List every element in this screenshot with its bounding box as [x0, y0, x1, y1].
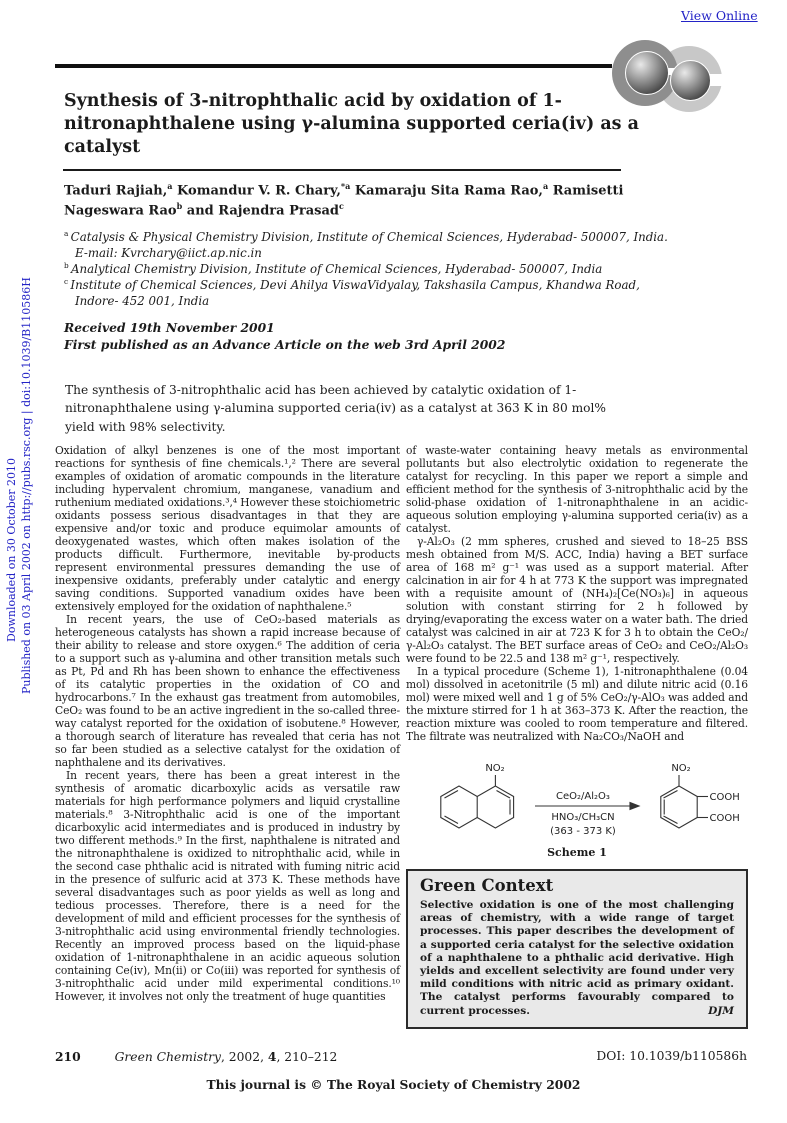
first-published-line: First published as an Advance Article on the web 3rd April 2002 — [64, 337, 506, 353]
reaction-scheme-drawing — [407, 749, 747, 844]
green-context-text: Selective oxidation is one of the most challenging areas of chemistry, with a wide range of target processes. This paper describes the development of a supported ceria catalyst for the selective oxidation of a naphthalene to a phthalic acid derivative. High yields and excellent selectivity are found under very mild conditions with nitric acid as primary oxidant. The catalyst performs favourably compared to current processes. — [420, 899, 734, 1017]
scheme-1-figure — [406, 749, 748, 859]
green-context-box — [406, 869, 748, 1029]
solvent-label: HNO₃/CH₃CN — [551, 812, 615, 823]
doi-text: DOI: 10.1039/b110586h — [596, 1049, 747, 1063]
paragraph: In recent years, the use of CeO₂-based materials as heterogeneous catalysts has shown a rapid increase because of their ability to release and store oxygen.⁶ The addition of ceria to a support such as γ-alumina and other transition metals such as Pt, Pd and Rh has been shown to enhance the effectiveness of its catalytic properties in the oxidation of CO and hydrocarbons.⁷ In the exhaust gas treatment from automobiles, CeO₂ was found to be an active ingredient in the so-called three-way catalyst reported for the oxidation of isobutene.⁸ However, a thorough search of literature has revealed that ceria has not so far been studied as a selective catalyst for the oxidation of naphthalene and its derivatives. — [55, 613, 400, 769]
green-context-title: Green Context — [420, 876, 554, 895]
no2-label: NO₂ — [485, 763, 505, 774]
affiliations — [64, 229, 674, 309]
no2-label: NO₂ — [671, 763, 691, 774]
body-column-left — [55, 444, 400, 1003]
sidebar-downloaded-text: Downloaded on 30 October 2010 — [5, 458, 18, 642]
page-number: 210 — [55, 1049, 81, 1064]
author-list: Taduri Rajiah,$^a$ Komandur V. R. Chary,$^{*a}$ Kamaraju Sita Rama Rao,$^a$ Ramisetti Nageswara Rao$^b$ and Rajendra Prasad$^c$ — [64, 181, 624, 218]
copyright-line: This journal is © The Royal Society of Chemistry 2002 — [206, 1077, 581, 1092]
paragraph: of waste-water containing heavy metals as environmental pollutants but also electrolytic oxidation to regenerate the catalyst for recycling. In this paper we report a simple and efficient method for the synthesis of 3-nitrophthalic acid by the solid-phase oxidation of 1-nitronaphthalene in an acidic-aqueous solution employing γ-alumina supported ceria(iv) as a catalyst. — [406, 444, 748, 535]
naphthalene-structure — [441, 763, 514, 828]
body-column-right — [406, 444, 748, 1029]
reaction-arrow — [535, 791, 639, 837]
header-rule-thin — [63, 169, 621, 171]
abstract-text: The synthesis of 3-nitrophthalic acid has been achieved by catalytic oxidation of 1-nitronaphthalene using γ-alumina supported ceria(iv) as a catalyst at 363 K in 80 mol% yield with 98% selectivity. — [65, 383, 606, 434]
cooh-label: COOH — [709, 813, 740, 824]
view-online-link[interactable]: View Online — [681, 8, 758, 23]
received-dates — [64, 319, 505, 353]
paragraph: γ-Al₂O₃ (2 mm spheres, crushed and sieved to 18–25 BSS mesh obtained from M/S. ACC, India) having a BET surface area of 168 m² g⁻¹ was used as a support material. After calcination in air for 4 h at 773 K the support was impregnated with a requisite amount of (NH₄)₂[Ce(NO₃)₆] in aqueous solution with constant stirring for 2 h followed by drying/evaporating the excess water on a water bath. The dried catalyst was calcined in air at 723 K for 3 h to obtain the CeO₂/γ-Al₂O₃ catalyst. The BET surface areas of CeO₂ and CeO₂/Al₂O₃ were found to be 22.5 and 138 m² g⁻¹, respectively. — [406, 535, 748, 665]
temperature-label: (363 - 373 K) — [550, 826, 616, 837]
article-title: Synthesis of 3-nitrophthalic acid by oxidation of 1-nitronaphthalene using γ-alumina supported ceria(iv) as a catalyst — [64, 90, 639, 157]
affiliation-c: $^c$ Institute of Chemical Sciences, Devi Ahilya ViswaVidyalay, Takshasila Campus, Khandwa Road, Indore- 452 001, India — [64, 277, 640, 309]
sidebar-published-text: Published on 03 April 2002 on http://pubs.rsc.org | doi:10.1039/B110586H — [20, 277, 33, 694]
affiliation-b: $^b$ Analytical Chemistry Division, Institute of Chemical Sciences, Hyderabad- 500007, India — [64, 261, 603, 277]
globe-icon — [670, 60, 711, 101]
cooh-label: COOH — [709, 792, 740, 803]
green-context-body — [420, 899, 734, 1018]
catalyst-label: CeO₂/Al₂O₃ — [556, 791, 610, 802]
paragraph: In recent years, there has been a great interest in the synthesis of aromatic dicarboxylic acids as versatile raw materials for high performance polymers and liquid crystalline materials.⁸ 3-Nitrophthalic acid is one of the important dicarboxylic acid intermediates and is produced in industry by two different methods.⁹ In the first, naphthalene is nitrated and the nitronaphthalene is oxidized to nitrophthalic acid, while in the second case phthalic acid is nitrated with fuming nitric acid in the presence of sulfuric acid at 373 K. These methods have several disadvantages such as poor yields as well as long and tedious processes. Therefore, there is a need for the development of mild and efficient processes for the synthesis of 3-nitrophthalic acid using environmental friendly technologies. Recently an improved process based on the liquid-phase oxidation of 1-nitronaphthalene in an acidic aqueous solution containing Ce(iv), Mn(ii) or Co(iii) was reported for synthesis of 3-nitrophthalic acid under mild experimental conditions.¹⁰ However, it involves not only the treatment of huge quantities — [55, 769, 400, 1003]
nitrophthalic-acid-structure — [661, 763, 740, 828]
header-rule-thick — [55, 64, 612, 68]
globe-icon — [625, 51, 669, 95]
paragraph: Oxidation of alkyl benzenes is one of the most important reactions for synthesis of fine chemicals.¹,² There are several examples of oxidation of aromatic compounds in the literature including hypervalent chromium, manganese, vanadium and ruthenium mediated oxidations.³,⁴ However these stoichiometric oxidants possess serious disadvantages in that they are expensive and/or toxic and produce equimolar amounts of deoxygenated wastes, which often makes isolation of the products difficult. Furthermore, inevitable by-products represent environmental pressures demanding the use of inexpensive oxidants, preferably under catalytic and energy saving conditions. Supported vanadium oxides have been extensively employed for the oxidation of naphthalene.⁵ — [55, 444, 400, 613]
footer — [55, 1049, 747, 1064]
green-context-signature: DJM — [708, 1004, 734, 1017]
affiliation-a: $^a$ Catalysis & Physical Chemistry Division, Institute of Chemical Sciences, Hyderabad- 500007, India. E-mail: Kvrchary@iict.ap.nic.in — [64, 229, 668, 261]
received-line: Received 19th November 2001 — [64, 320, 275, 335]
paragraph: In a typical procedure (Scheme 1), 1-nitronaphthalene (0.04 mol) dissolved in acetonitrile (5 ml) and dilute nitric acid (0.16 mol) were mixed well and 1 g of 5% CeO₂/γ-AlO₃ was added and the mixture stirred for 1 h at 363–373 K. After the reaction, the reaction mixture was cooled to room temperature and filtered. The filtrate was neutralized with Na₂CO₃/NaOH and — [406, 665, 748, 743]
scheme-caption: Scheme 1 — [547, 846, 607, 859]
journal-citation: Green Chemistry, 2002, 4, 210–212 — [114, 1049, 338, 1064]
